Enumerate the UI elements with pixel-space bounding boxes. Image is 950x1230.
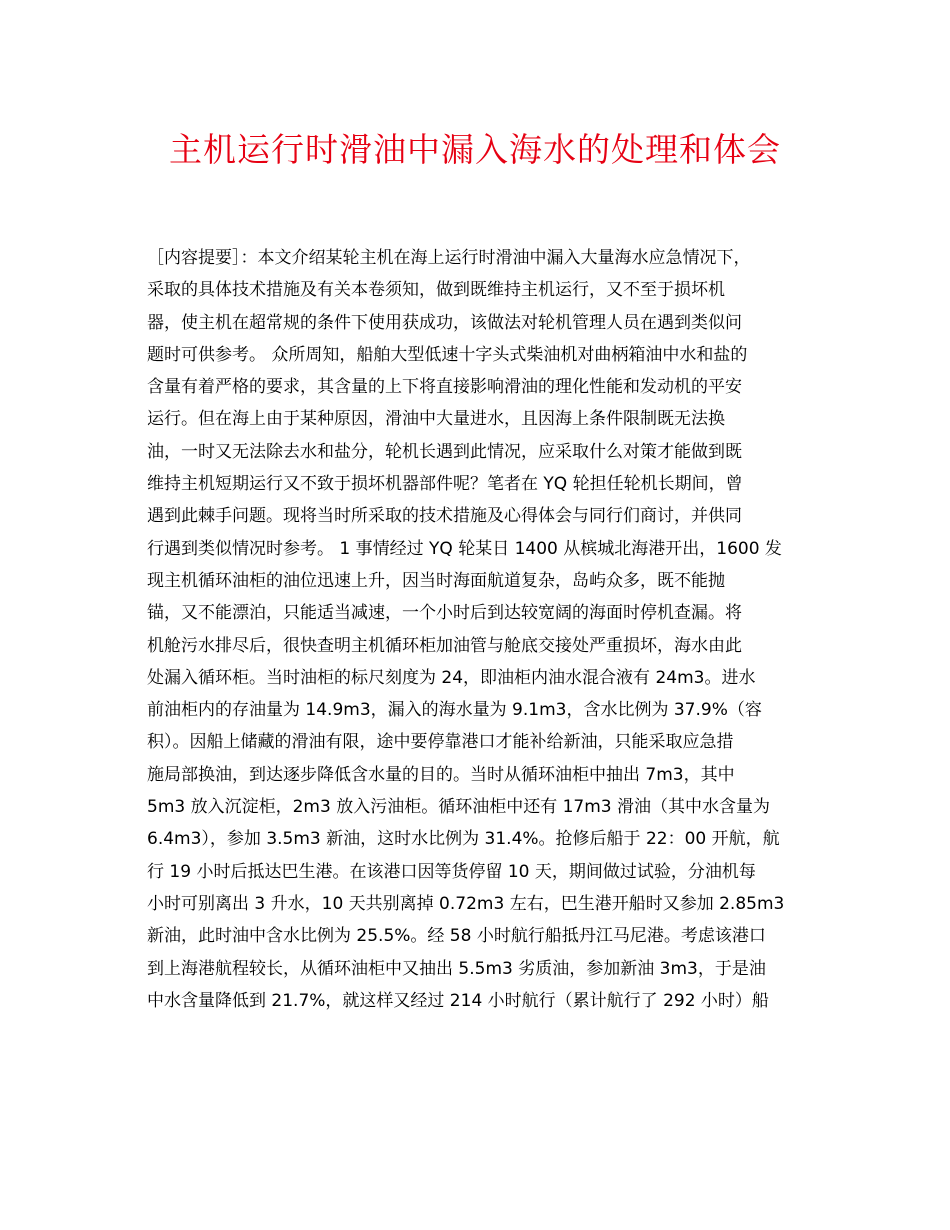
- body-line: 中水含量降低到 21.7%，就这样又经过 214 小时航行（累计航行了 292 小时）船: [147, 990, 769, 1011]
- body-line: 遇到此棘手问题。现将当时所采取的技术措施及心得体会与同行们商讨，并供同: [147, 506, 742, 527]
- body-line: 新油，此时油中含水比例为 25.5%。经 58 小时航行船抵丹江马尼港。考虑该港口: [147, 926, 766, 947]
- body-line: 机舱污水排尽后，很快查明主机循环柜加油管与舱底交接处严重损坏，海水由此: [147, 635, 742, 656]
- body-line: 施局部换油，到达逐步降低含水量的目的。当时从循环油柜中抽出 7m3，其中: [147, 764, 735, 785]
- body-line: 6.4m3），参加 3.5m3 新油，这时水比例为 31.4%。抢修后船于 22：00 开航，航: [147, 829, 780, 850]
- body-line: 采取的具体技术措施及有关本卷须知，做到既维持主机运行，又不至于损坏机: [147, 280, 725, 301]
- document-body: [147, 242, 803, 1017]
- document-title: 主机运行时滑油中漏入海水的处理和体会: [169, 130, 781, 169]
- body-line: 运行。但在海上由于某种原因，滑油中大量进水，且因海上条件限制既无法换: [147, 409, 725, 430]
- body-line: 小时可别离出 3 升水，10 天共别离掉 0.72m3 左右，巴生港开船时又参加 2.85m3: [147, 893, 785, 914]
- body-line: 器，使主机在超常规的条件下使用获成功，该做法对轮机管理人员在遇到类似问: [147, 312, 742, 333]
- body-line: 行遇到类似情况时参考。 1 事情经过 YQ 轮某日 1400 从槟城北海港开出，1600 发: [147, 538, 782, 559]
- body-line: 前油柜内的存油量为 14.9m3，漏入的海水量为 9.1m3，含水比例为 37.9%（容: [147, 700, 762, 721]
- body-line: 含量有着严格的要求，其含量的上下将直接影响滑油的理化性能和发动机的平安: [147, 377, 742, 398]
- body-line: 5m3 放入沉淀柜，2m3 放入污油柜。循环油柜中还有 17m3 滑油（其中水含量为: [147, 797, 771, 818]
- body-line: ［内容提要］：本文介绍某轮主机在海上运行时滑油中漏入大量海水应急情况下，: [147, 248, 751, 268]
- body-line: 处漏入循环柜。当时油柜的标尺刻度为 24，即油柜内油水混合液有 24m3。进水: [147, 667, 756, 688]
- body-line: 锚，又不能漂泊，只能适当减速，一个小时后到达较宽阔的海面时停机查漏。将: [147, 603, 742, 624]
- body-line: 积）。因船上储藏的滑油有限，途中要停靠港口才能补给新油，只能采取应急措: [147, 732, 734, 753]
- body-line: 到上海港航程较长，从循环油柜中又抽出 5.5m3 劣质油，参加新油 3m3，于是油: [147, 958, 766, 979]
- body-line: 题时可供参考。 众所周知，船舶大型低速十字头式柴油机对曲柄箱油中水和盐的: [147, 344, 748, 365]
- body-line: 现主机循环油柜的油位迅速上升，因当时海面航道复杂，岛屿众多，既不能抛: [147, 570, 725, 591]
- body-line: 油，一时又无法除去水和盐分，轮机长遇到此情况，应采取什么对策才能做到既: [147, 441, 742, 462]
- body-line: 行 19 小时后抵达巴生港。在该港口因等货停留 10 天，期间做过试验，分油机每: [147, 861, 756, 882]
- body-line: 维持主机短期运行又不致于损坏机器部件呢？笔者在 YQ 轮担任轮机长期间，曾: [147, 474, 743, 495]
